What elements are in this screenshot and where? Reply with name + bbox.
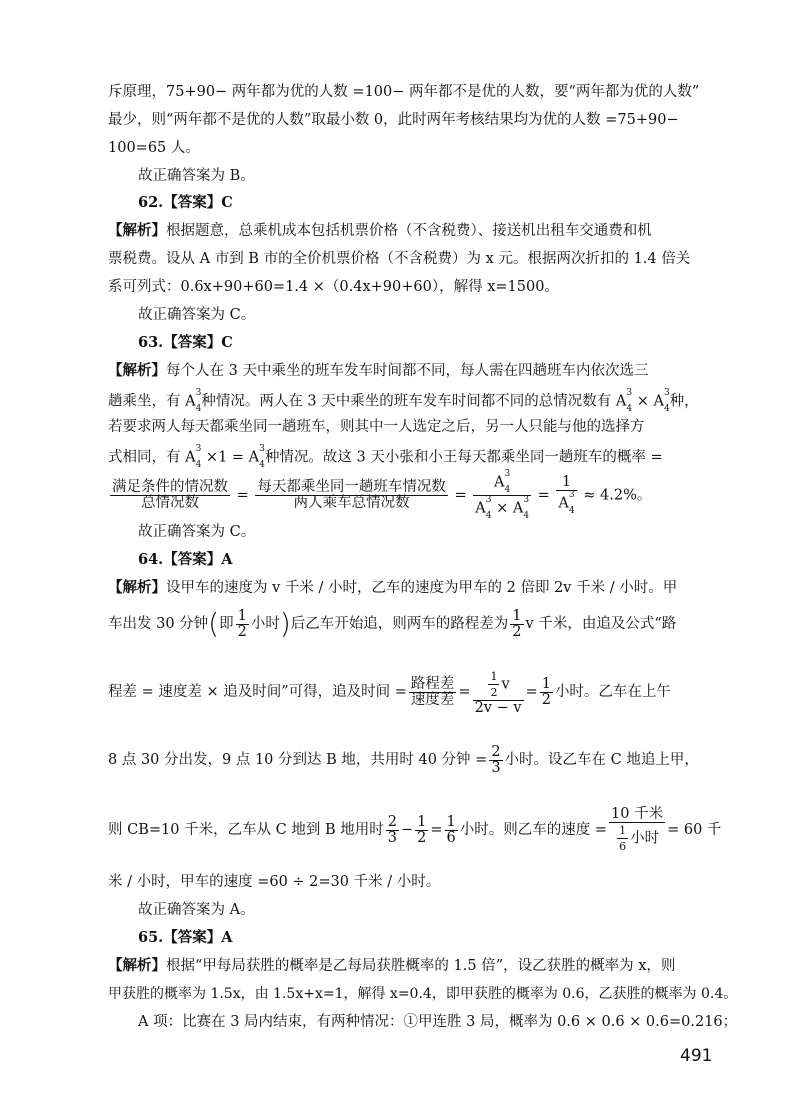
text-line: 8 点 30 分出发，9 点 10 分到达 B 地，共用时 40 分钟 = $\frac{2}{3}$ 小时。设乙车在 C 地追上甲， [108, 743, 699, 776]
fraction: 1 $A^3$ $_4$ [558, 473, 575, 516]
text-line: 若要求两人每天都乘坐同一趟班车，则其中一人选定之后，另一人只能与他的选择方 [108, 419, 645, 435]
text-line: 故正确答案为 C。 [138, 307, 256, 323]
text-line: 【解析】每个人在 3 天中乘坐的班车发车时间都不同，每人需在四趟班车内依次选三 [108, 362, 649, 379]
text-line: 程差 = 速度差 × 追及时间”可得，追及时间 = $\frac{\text{路程差}}{\text{速度差}}$ = $\frac{1}{2}$ v 2v − v = $\frac{1}{2}$ 小时。乙车在上午 [108, 669, 671, 716]
text-line: 最少，则“两年都不是优的人数”取最小数 0，此时两年考核结果均为优的人数 =75+90− [108, 112, 679, 128]
answer-heading: 64.【答案】A [138, 551, 233, 568]
text-line: A 项：比赛在 3 局内结束，有两种情况：①甲连胜 3 局，概率为 0.6 × 0.6 × 0.6=0.216； [138, 1014, 738, 1030]
text-line: 系可列式：0.6x+90+60=1.4 ×（0.4x+90+60），解得 x=1500。 [108, 279, 559, 295]
text-line: 斥原理，75+90− 两年都为优的人数 =100− 两年都不是优的人数，要“两年都为优的人数” [108, 84, 700, 100]
text-line: 车出发 30 分钟(即 $\frac{1}{2}$ 小时)后乙车开始追，则两车的路程差为 $\frac{1}{2}$ v 千米，由追及公式“路 [108, 607, 677, 640]
answer-heading: 63.【答案】C [138, 334, 233, 351]
text-line: 故正确答案为 A。 [138, 902, 255, 918]
fraction: $\frac{\text{每天都乘坐同一趟班车情况数}}{\text{两人乘车总情况数}}$ [257, 478, 446, 511]
text-line: 故正确答案为 C。 [138, 524, 256, 540]
text-line: 故正确答案为 B。 [138, 168, 255, 184]
text-line: 甲获胜的概率为 1.5x，由 1.5x+x=1，解得 x=0.4，即甲获胜的概率为 0.6，乙获胜的概率为 0.4。 [108, 986, 738, 1002]
formula-line: $\frac{\text{满足条件的情况数}}{\text{总情况数}}$ = $\frac{\text{每天都乘坐同一趟班车情况数}}{\text{两人乘车总情况数}}$ = $A^3$ $_4$ $A^3$ $_4 \times A^3$ $_4$ = 1 $A^3$ $_4$ ≈ 4.2%。 [112, 469, 652, 521]
text-line: 【解析】设甲车的速度为 v 千米 / 小时，乙车的速度为甲车的 2 倍即 2v 千米 / 小时。甲 [108, 579, 678, 596]
text-line: 【解析】根据“甲每局获胜的概率是乙每局获胜概率的 1.5 倍”，设乙获胜的概率为 x，则 [108, 957, 676, 974]
answer-heading: 62.【答案】C [138, 194, 233, 211]
fraction: $A^3$ $_4$ $A^3$ $_4 \times A^3$ $_4$ [475, 469, 530, 521]
text-line: 米 / 小时，甲车的速度 =60 ÷ 2=30 千米 / 小时。 [108, 874, 441, 890]
text-line: 趟乘坐，有 $A^3$ $_4$种情况。两人在 3 天中乘坐的班车发车时间都不同的总情况数有 $A^3$ $_4 \times A^3$ $_4$种， [108, 388, 699, 414]
text-line: 则 CB=10 千米，乙车从 C 地到 B 地用时 $\frac{2}{3}$ − $\frac{1}{2}$ = $\frac{1}{6}$ 小时。则乙车的速度 = 10 千米 $\frac{1}{6}$ 小时 = 60 千 [108, 805, 722, 853]
text-line: 式相同，有 $A^3$ $_4 \times 1 = A^3$ $_4$种情况。故这 3 天小张和小王每天都乘坐同一趟班车的概率 = [108, 444, 663, 470]
fraction: $\frac{\text{满足条件的情况数}}{\text{总情况数}}$ [112, 478, 228, 511]
text-line: 100=65 人。 [108, 140, 200, 156]
text-line: 票税费。设从 A 市到 B 市的全价机票价格（不含税费）为 x 元。根据两次折扣的 1.4 倍关 [108, 251, 691, 267]
text-line: 【解析】根据题意，总乘机成本包括机票价格（不含税费）、接送机出租车交通费和机 [108, 222, 652, 239]
answer-heading: 65.【答案】A [138, 929, 233, 946]
page-number: 491 [680, 1046, 713, 1066]
